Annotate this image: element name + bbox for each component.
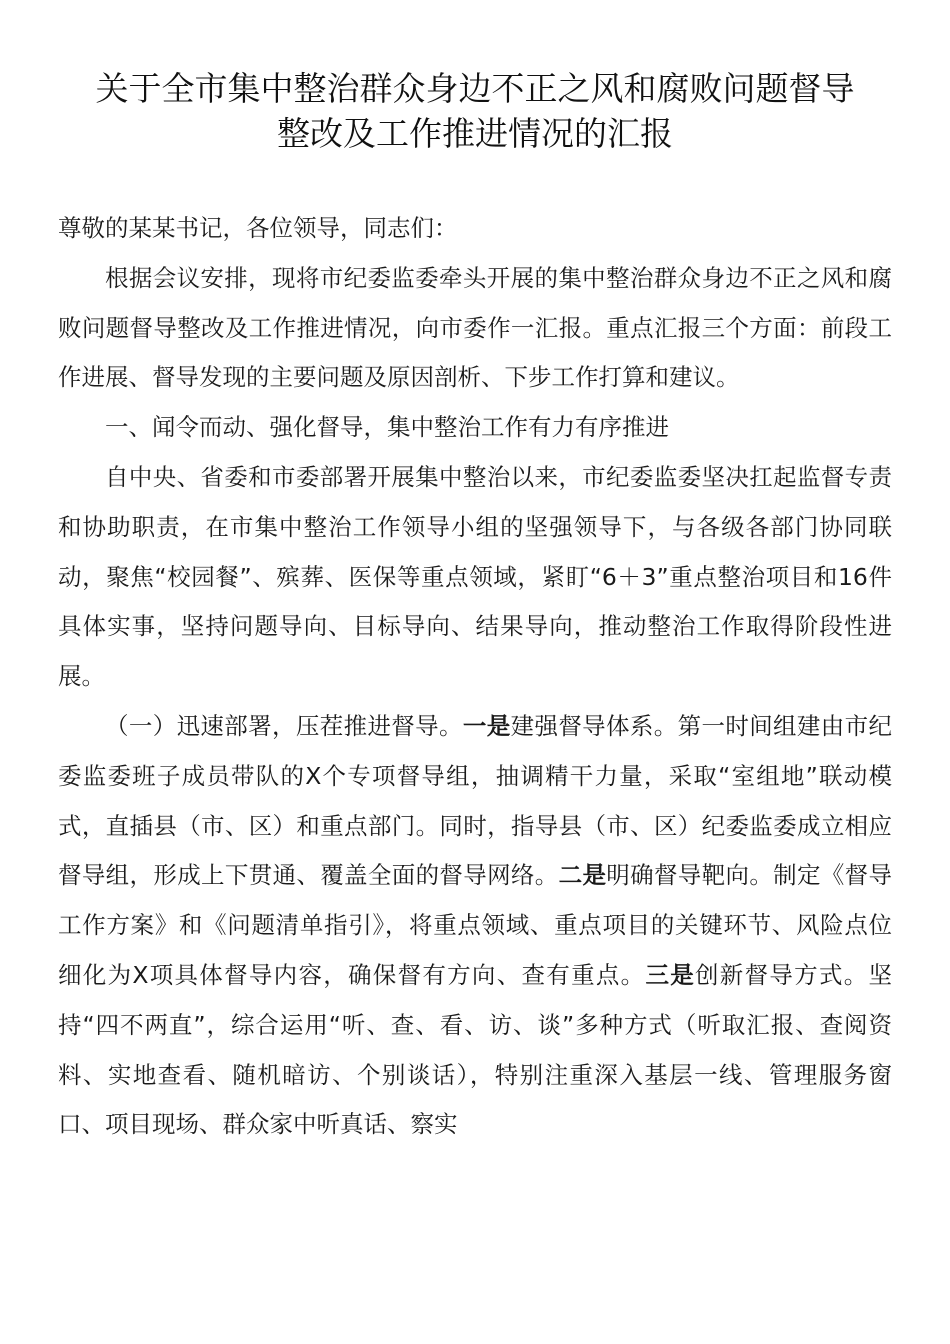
title-line-1: 关于全市集中整治群众身边不正之风和腐败问题督导 <box>95 69 855 108</box>
section-1-heading: 一、闻令而动、强化督导，集中整治工作有力有序推进 <box>105 413 669 442</box>
document-title <box>58 66 892 156</box>
marker-3-text: 创新督导方式。坚持“四不两直”，综合运用“听、查、看、访、谈”多种方式（听取汇报、查阅资料、实地查看、随机暗访、个别谈话），特别注重深入基层一线、管理服务窗口、项目现场、群众家中听真话、察实 <box>58 960 893 1139</box>
title-line-2: 整改及工作推进情况的汇报 <box>277 114 673 153</box>
marker-1-label: 一是 <box>462 711 511 740</box>
marker-2-label: 二是 <box>558 861 607 890</box>
subsection-1-lead: （一）迅速部署，压茬推进督导。 <box>105 711 463 740</box>
section-1-paragraph: 自中央、省委和市委部署开展集中整治以来，市纪委监委坚决扛起监督专责和协助职责，在市集中整治工作领导小组的坚强领导下，与各级各部门协同联动，聚焦“校园餐”、殡葬、医保等重点领域，紧盯“6＋3”重点整治项目和16件具体实事，坚持问题导向、目标导向、结果导向，推动整治工作取得阶段性进展。 <box>58 462 892 691</box>
subsection-1-paragraph <box>58 702 892 1150</box>
marker-3-label: 三是 <box>645 960 696 989</box>
intro-paragraph: 根据会议安排，现将市纪委监委牵头开展的集中整治群众身边不正之风和腐败问题督导整改及工作推进情况，向市委作一汇报。重点汇报三个方面：前段工作进展、督导发现的主要问题及原因剖析、下步工作打算和建议。 <box>58 263 892 392</box>
marker-2-text: 明确督导靶向。制定《督导工作方案》和《问题清单指引》，将重点领域、重点项目的关键环节、风险点位细化为X项具体督导内容，确保督有方向、查有重点。 <box>58 861 893 989</box>
marker-1-text: 建强督导体系。第一时间组建由市纪委监委班子成员带队的X个专项督导组，抽调精干力量，采取“室组地”联动模式，直插县（市、区）和重点部门。同时，指导县（市、区）纪委监委成立相应督导组，形成上下贯通、覆盖全面的督导网络。 <box>58 711 892 890</box>
salutation: 尊敬的某某书记，各位领导，同志们： <box>58 214 458 242</box>
document-body <box>58 204 892 1150</box>
